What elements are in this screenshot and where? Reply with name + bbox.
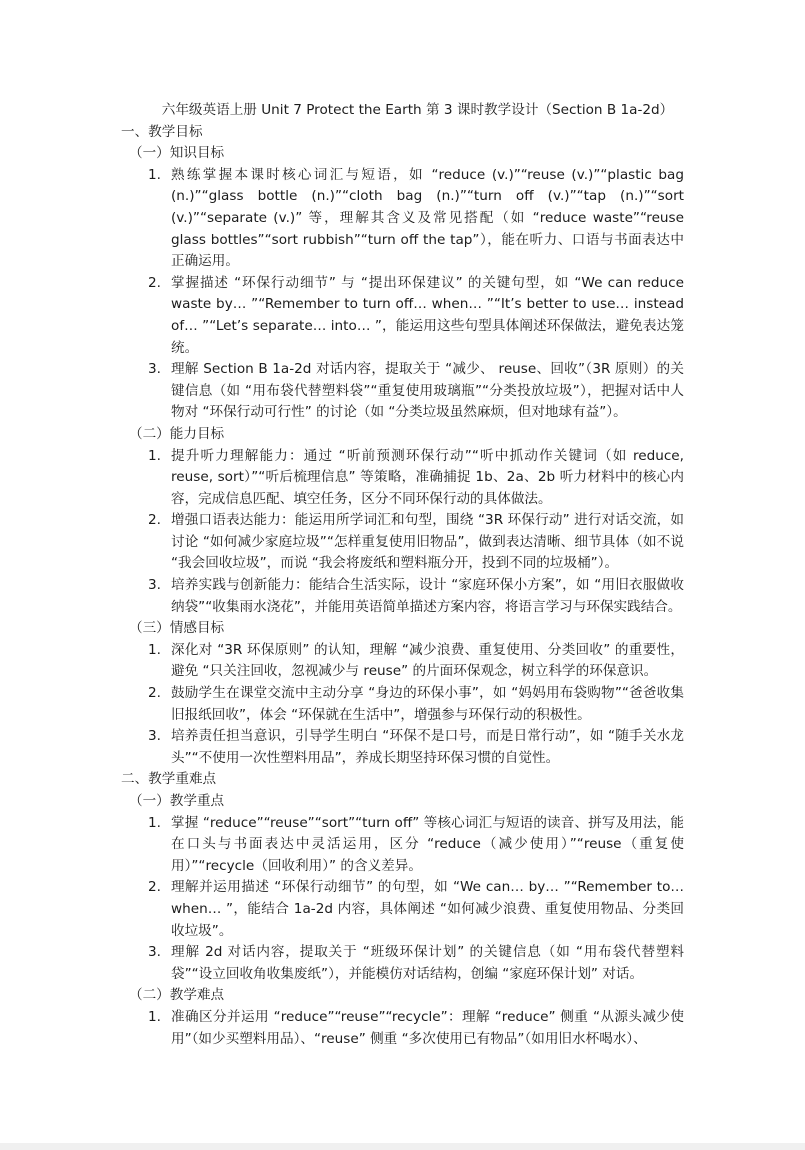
list-item xyxy=(121,942,684,985)
list-item xyxy=(121,165,684,273)
list-item-number: 3. xyxy=(148,728,161,745)
section-heading: 一、教学目标 xyxy=(121,123,203,140)
item-list xyxy=(121,813,684,986)
list-item-text: 掌握 “reduce”“reuse”“sort”“turn off” 等核心词汇与短语的读音、拼写及用法，能在口头与书面表达中灵活运用，区分 “reduce（减少使用）”“reuse（重复使用）”“recycle（回收利用）” 的含义差异。 xyxy=(171,814,684,874)
list-item xyxy=(121,813,684,878)
list-item xyxy=(121,640,684,683)
list-item-number: 2. xyxy=(148,512,161,529)
subsection-heading: （二）教学难点 xyxy=(129,987,225,1004)
list-item-number: 1. xyxy=(148,1008,161,1025)
list-item xyxy=(121,510,684,575)
list-item-text: 理解并运用描述 “环保行动细节” 的句型，如 “We can… by… ”“Remember to… when… ”，能结合 1a-2d 内容，具体阐述 “如何减少浪费、重复使用物品、分类回收垃圾”。 xyxy=(171,879,684,939)
list-item-text: 提升听力理解能力：通过 “听前预测环保行动”“听中抓动作关键词（如 reduce, reuse, sort）”“听后梳理信息” 等策略，准确捕捉 1b、2a、2b 听力材料中的核心内容，完成信息匹配、填空任务，区分不同环保行动的具体做法。 xyxy=(171,447,684,507)
subsection-heading: （二）能力目标 xyxy=(129,425,225,442)
list-item xyxy=(121,683,684,726)
list-item-text: 培养实践与创新能力：能结合生活实际，设计 “家庭环保小方案”，如 “用旧衣服做收纳袋”“收集雨水浇花”，并能用英语简单描述方案内容，将语言学习与环保实践结合。 xyxy=(171,577,684,615)
item-list xyxy=(121,1007,684,1050)
list-item-number: 3. xyxy=(148,944,161,961)
document-title: 六年级英语上册 Unit 7 Protect the Earth 第 3 课时教学设计（Section B 1a-2d） xyxy=(161,102,674,118)
list-item-text: 理解 2d 对话内容，提取关于 “班级环保计划” 的关键信息（如 “用布袋代替塑料袋”“设立回收角收集废纸”），并能模仿对话结构，创编 “家庭环保计划” 对话。 xyxy=(171,944,684,982)
list-item-number: 2. xyxy=(148,879,161,896)
section-heading: 二、教学重难点 xyxy=(121,771,217,788)
list-item-number: 1. xyxy=(148,641,161,658)
list-item xyxy=(121,575,684,618)
page-bottom-edge xyxy=(0,1143,805,1150)
list-item xyxy=(121,446,684,511)
subsection-heading: （一）知识目标 xyxy=(129,145,225,162)
list-item xyxy=(121,1007,684,1050)
list-item-text: 增强口语表达能力：能运用所学词汇和句型，围绕 “3R 环保行动” 进行对话交流，如讨论 “如何减少家庭垃圾”“怎样重复使用旧物品”，做到表达清晰、细节具体（如不说 “我会回收垃圾”，而说 “我会将废纸和塑料瓶分开，投到不同的垃圾桶”）。 xyxy=(171,512,684,572)
list-item-text: 熟练掌握本课时核心词汇与短语，如 “reduce (v.)”“reuse (v.)”“plastic bag (n.)”“glass bottle (n.)”“cloth bag (n.)”“turn off (v.)”“tap (n.)”“sort (v.)”“separate (v.)” 等，理解其含义及常见搭配（如 “reduce waste”“reuse glass bottles”“sort rubbish”“turn off the tap”），能在听力、口语与书面表达中正确运用。 xyxy=(171,166,684,270)
list-item xyxy=(121,877,684,942)
item-list xyxy=(121,165,684,424)
list-item-number: 1. xyxy=(148,447,161,464)
list-item-number: 1. xyxy=(148,166,161,183)
list-item-text: 培养责任担当意识，引导学生明白 “环保不是口号，而是日常行动”，如 “随手关水龙头”“不使用一次性塑料用品”，养成长期坚持环保习惯的自觉性。 xyxy=(171,728,684,766)
list-item-number: 2. xyxy=(148,274,161,291)
list-item-text: 深化对 “3R 环保原则” 的认知，理解 “减少浪费、重复使用、分类回收” 的重要性，避免 “只关注回收，忽视减少与 reuse” 的片面环保观念，树立科学的环保意识。 xyxy=(171,641,684,680)
document-body xyxy=(121,122,684,1051)
list-item-text: 准确区分并运用 “reduce”“reuse”“recycle”：理解 “reduce” 侧重 “从源头减少使用”（如少买塑料用品）、“reuse” 侧重 “多次使用已有物品”（如用旧水杯喝水）、 xyxy=(171,1008,684,1047)
item-list xyxy=(121,640,684,770)
list-item-number: 3. xyxy=(148,577,161,594)
subsection-heading: （三）情感目标 xyxy=(129,620,225,637)
list-item-number: 3. xyxy=(148,361,161,378)
list-item-number: 1. xyxy=(148,814,161,831)
list-item-number: 2. xyxy=(148,685,161,702)
list-item xyxy=(121,359,684,424)
list-item-text: 掌握描述 “环保行动细节” 与 “提出环保建议” 的关键句型，如 “We can reduce waste by… ”“Remember to turn off… when… ”“It’s better to use… instead of… ”“Let’s separate… into… ”，能运用这些句型具体阐述环保做法，避免表达笼统。 xyxy=(171,274,684,356)
list-item xyxy=(121,726,684,769)
list-item xyxy=(121,273,684,359)
list-item-text: 理解 Section B 1a-2d 对话内容，提取关于 “减少、 reuse、回收”（3R 原则）的关键信息（如 “用布袋代替塑料袋”“重复使用玻璃瓶”“分类投放垃圾”），把握对话中人物对 “环保行动可行性” 的讨论（如 “分类垃圾虽然麻烦，但对地球有益”）。 xyxy=(171,361,684,421)
item-list xyxy=(121,446,684,619)
list-item-text: 鼓励学生在课堂交流中主动分享 “身边的环保小事”，如 “妈妈用布袋购物”“爸爸收集旧报纸回收”，体会 “环保就在生活中”，增强参与环保行动的积极性。 xyxy=(171,685,684,723)
subsection-heading: （一）教学重点 xyxy=(129,793,225,809)
